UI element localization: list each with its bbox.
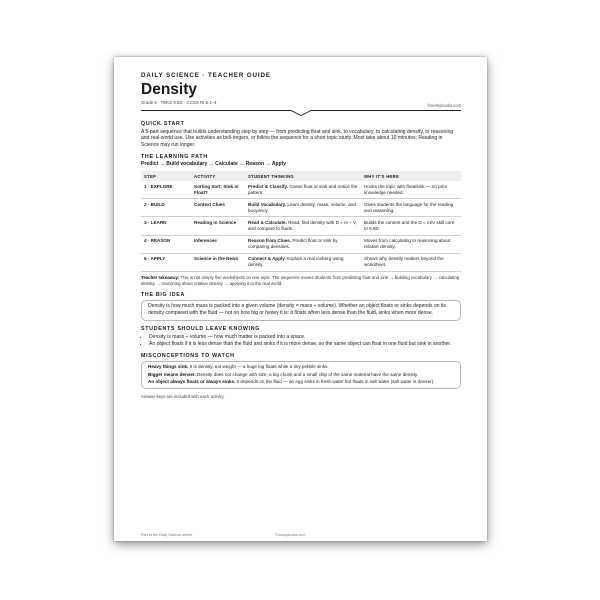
standards-meta: Grade 5 · TEKS 6.8D · CCSS RI.6.1–4 bbox=[141, 100, 217, 105]
why-cell: Shows why density matters beyond the worksheet. bbox=[361, 253, 461, 271]
thinking-cell bbox=[245, 217, 361, 235]
page-footer bbox=[141, 533, 461, 537]
misconception-item bbox=[148, 364, 454, 370]
quick-start-text: A 5-part sequence that builds understanding step by step — from predicting float and sink, to vocabulary, to calculating density, to reasoning and real-world use. Use activities as bell-ringers, or follow the sequence for a short topic study. Most take about 10 minutes; Reading in Science may run longer. bbox=[141, 128, 454, 149]
table-row bbox=[141, 253, 461, 271]
step-cell: 4 · REASON bbox=[141, 235, 191, 253]
misconceptions-heading: MISCONCEPTIONS TO WATCH bbox=[141, 352, 235, 359]
know-heading: STUDENTS SHOULD LEAVE KNOWING bbox=[141, 325, 261, 332]
learning-path-sequence: Predict → Build vocabulary → Calculate → Reason → Apply bbox=[141, 161, 287, 168]
thinking-lead: Connect & Apply. bbox=[248, 256, 286, 262]
thinking-lead: Build Vocabulary. bbox=[248, 201, 287, 207]
why-cell: Gives students the language for the reading and reasoning. bbox=[361, 199, 461, 217]
meta-row bbox=[141, 98, 461, 108]
misconceptions-box bbox=[141, 361, 461, 390]
table-row bbox=[141, 235, 461, 253]
misconception-text: It is density, not weight — a huge log floats while a tiny pebble sinks. bbox=[188, 364, 329, 370]
misconception-text: It depends on the fluid — an egg sinks in fresh water but floats in salt water (salt water is denser). bbox=[235, 379, 435, 385]
misconception-lead: Heavy things sink. bbox=[148, 364, 189, 370]
takeaway-label: Teacher takeaway: bbox=[141, 274, 180, 280]
big-idea-text: Density is how much mass is packed into a given volume (density = mass ÷ volume). Whether an object floats or sinks depends on its density compared with the fluid — not on how big or heavy it is: it floats when less dense than the fluid, sinks when more dense. bbox=[148, 303, 447, 316]
column-header-step: STEP bbox=[141, 171, 191, 181]
know-list bbox=[141, 334, 461, 348]
big-idea-box bbox=[141, 300, 461, 321]
learning-path-heading: THE LEARNING PATH bbox=[141, 154, 208, 161]
misconception-lead: Bigger means denser. bbox=[148, 371, 196, 377]
answer-key-note: Answer keys are included with each activity. bbox=[141, 394, 225, 400]
misconception-item bbox=[148, 379, 454, 385]
quick-start-heading: QUICK START bbox=[141, 121, 185, 127]
thinking-lead: Predict & Classify. bbox=[248, 183, 288, 189]
thinking-cell bbox=[245, 235, 361, 253]
list-item: • An object floats if it is less dense than the fluid and sinks if it is more dense, so the same object can float in one fluid but sink in another. bbox=[149, 341, 461, 348]
misconception-item bbox=[148, 372, 454, 378]
activity-cell: Reading in Science bbox=[191, 217, 245, 235]
thinking-text: Read, find density with D = m ÷ V, and compare to fluids. bbox=[248, 219, 357, 232]
why-cell: Builds the content and the D = m/V skill core to 6.8D. bbox=[361, 217, 461, 235]
thinking-text: Guess float or sink and notice the pattern. bbox=[248, 183, 358, 195]
page-title: Density bbox=[141, 81, 197, 98]
table-row bbox=[141, 181, 461, 199]
activity-cell: Sorting Sort: Sink or Float? bbox=[191, 181, 245, 199]
table-row bbox=[141, 217, 461, 235]
teacher-takeaway bbox=[141, 275, 461, 287]
learning-path-table bbox=[141, 171, 461, 271]
table-row bbox=[141, 199, 461, 217]
table-header-row bbox=[141, 171, 461, 181]
column-header-why: WHY IT'S HERE bbox=[361, 171, 461, 181]
takeaway-text: This is not simply five worksheets on one topic. The sequence moves students from predicting float and sink → building vocabulary → calculating density → reasoning about relative density → applying it to the real world. bbox=[141, 274, 460, 286]
step-cell: 1 · EXPLORE bbox=[141, 181, 191, 199]
footer-site: ©workybooks.com bbox=[275, 533, 306, 537]
activity-cell: Inferences bbox=[191, 235, 245, 253]
step-cell: 5 · APPLY bbox=[141, 253, 191, 271]
list-item: • Density is mass ÷ volume — how much matter is packed into a space. bbox=[149, 334, 461, 341]
misconception-text: Density does not change with size; a big chunk and a small chip of the same material have the same density. bbox=[195, 371, 419, 377]
why-cell: Moves from calculating to reasoning about relative density. bbox=[361, 235, 461, 253]
worksheet-page bbox=[114, 57, 487, 541]
activity-cell: Context Clues bbox=[191, 199, 245, 217]
thinking-text: Predict float or sink by comparing densities. bbox=[248, 238, 338, 250]
misconception-lead: An object always floats or always sinks. bbox=[148, 379, 236, 385]
thinking-lead: Read & Calculate. bbox=[248, 219, 287, 225]
guide-eyebrow: DAILY SCIENCE · TEACHER GUIDE bbox=[141, 72, 271, 79]
footer-series: Part of the Daily Science series bbox=[141, 533, 193, 537]
thinking-text: Explain a real iceberg using density. bbox=[248, 256, 344, 268]
thinking-lead: Reason from Clues. bbox=[248, 238, 292, 243]
column-header-thinking: STUDENT THINKING bbox=[245, 171, 361, 181]
column-header-activity: ACTIVITY bbox=[191, 171, 245, 181]
thinking-cell bbox=[245, 253, 361, 271]
thinking-text: Learn density, mass, volume, and buoyancy. bbox=[248, 201, 356, 214]
big-idea-heading: THE BIG IDEA bbox=[141, 291, 186, 298]
site-credit: ©workybooks.com bbox=[427, 103, 461, 108]
header-divider bbox=[141, 109, 461, 116]
activity-cell: Science in the News bbox=[191, 253, 245, 271]
thinking-cell bbox=[245, 199, 361, 217]
why-cell: Hooks the topic with float/sink — no prior knowledge needed. bbox=[361, 181, 461, 199]
thinking-cell bbox=[245, 181, 361, 199]
step-cell: 2 · BUILD bbox=[141, 199, 191, 217]
step-cell: 3 · LEARN bbox=[141, 217, 191, 235]
